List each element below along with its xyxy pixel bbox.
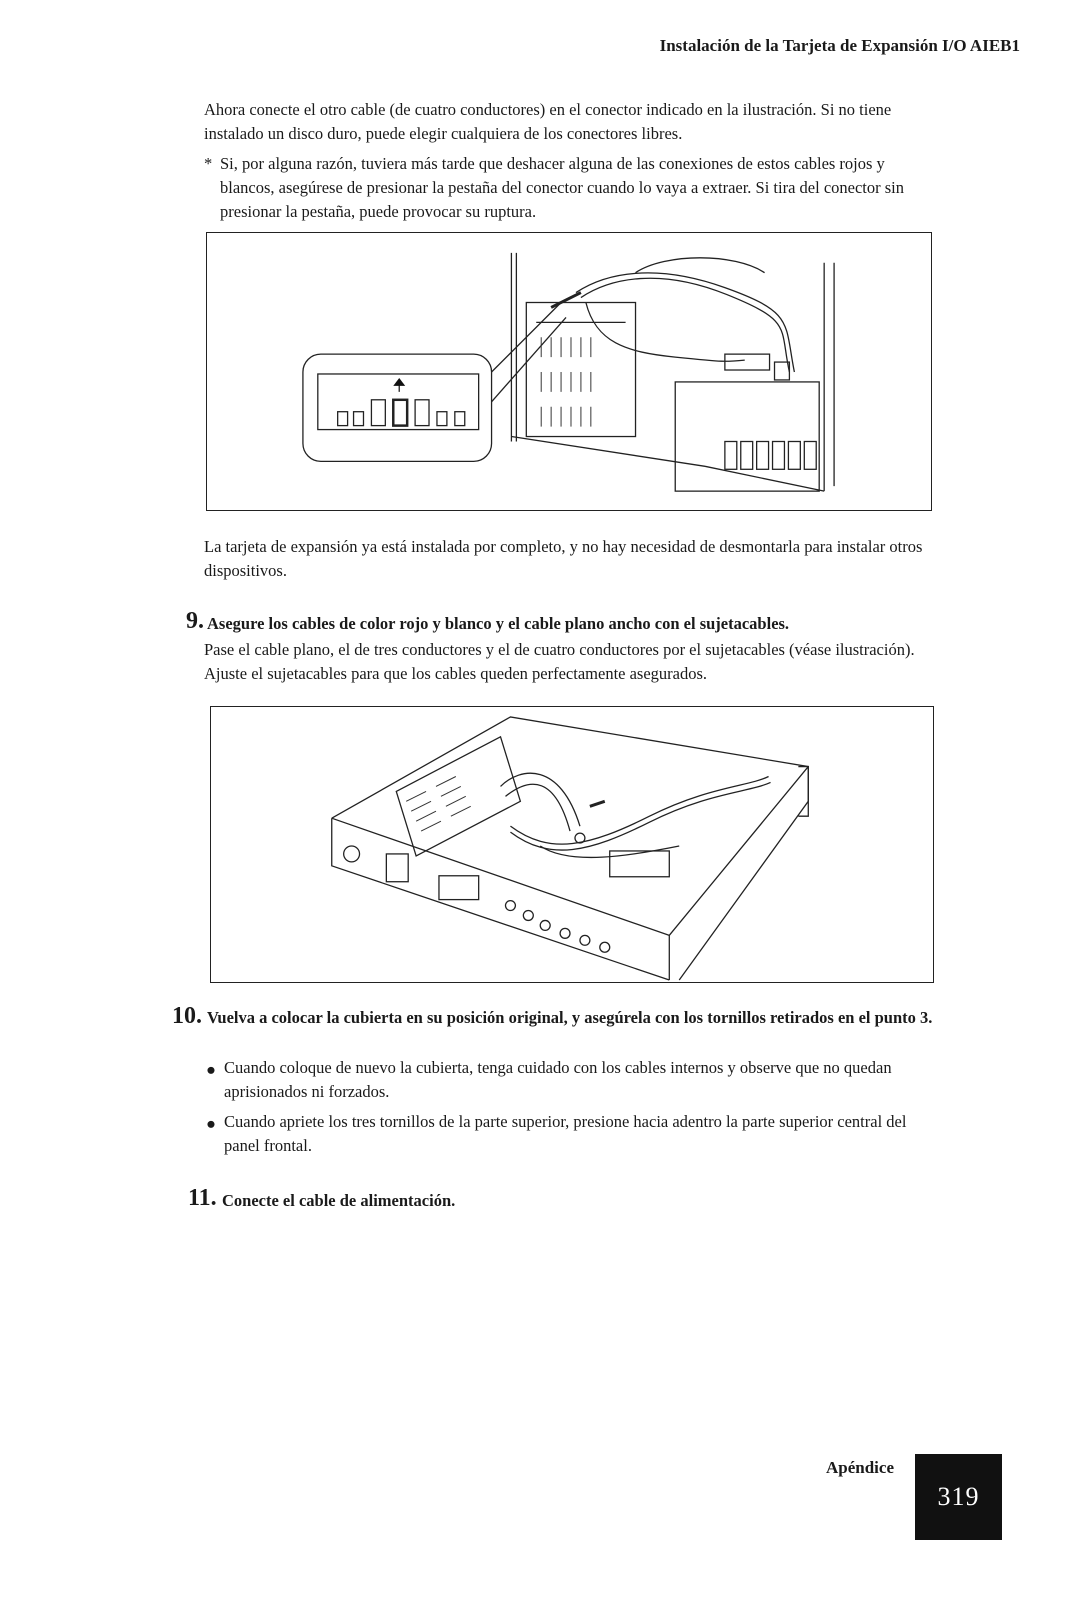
figure-cable-tie-illustration xyxy=(210,706,934,983)
bullet-1-dot: ● xyxy=(206,1060,216,1079)
figure-connector-illustration xyxy=(206,232,932,511)
page-number: 319 xyxy=(915,1454,1002,1540)
running-header: Instalación de la Tarjeta de Expansión I/O AIEB1 xyxy=(659,36,1020,55)
installed-paragraph: La tarjeta de expansión ya está instalada por completo, y no hay necesidad de desmontarla para instalar otros dispositivos. xyxy=(204,537,923,580)
step-10-number: 10. xyxy=(172,1003,202,1029)
bullet-2-dot: ● xyxy=(206,1114,216,1133)
step-9-body: Pase el cable plano, el de tres conductores y el de cuatro conductores por el sujetacables (véase ilustración). Ajuste el sujetacables para que los cables queden perfectamente asegurados. xyxy=(204,640,915,683)
note-marker: * xyxy=(204,154,213,173)
note-text: Si, por alguna razón, tuviera más tarde que deshacer alguna de las conexiones de estos cables rojos y blancos, asegúrese de presionar la pestaña del conector cuando lo vaya a extraer. Si tira del conector sin presionar la pestaña, puede provocar su ruptura. xyxy=(220,154,905,221)
step-11-title: Conecte el cable de alimentación. xyxy=(222,1191,456,1210)
step-10-bullet-2: Cuando apriete los tres tornillos de la parte superior, presione hacia adentro la parte superior central del panel frontal. xyxy=(224,1112,907,1155)
step-11-number: 11. xyxy=(188,1185,217,1211)
step-9-title: Asegure los cables de color rojo y blanco y el cable plano ancho con el sujetacables. xyxy=(207,614,790,633)
step-10-title: Vuelva a colocar la cubierta en su posición original, y asegúrela con los tornillos retirados en el punto 3. xyxy=(207,1008,933,1027)
chassis-drawing xyxy=(211,707,933,982)
step-9-number: 9. xyxy=(186,608,204,634)
footer-section-label: Apéndice xyxy=(826,1458,894,1477)
connector-drawing xyxy=(207,233,931,510)
step-10-bullet-1: Cuando coloque de nuevo la cubierta, tenga cuidado con los cables internos y observe que no quedan aprisionados ni forzados. xyxy=(224,1058,892,1101)
intro-paragraph: Ahora conecte el otro cable (de cuatro conductores) en el conector indicado en la ilustración. Si no tiene instalado un disco duro, puede elegir cualquiera de los conectores libres. xyxy=(204,100,892,143)
